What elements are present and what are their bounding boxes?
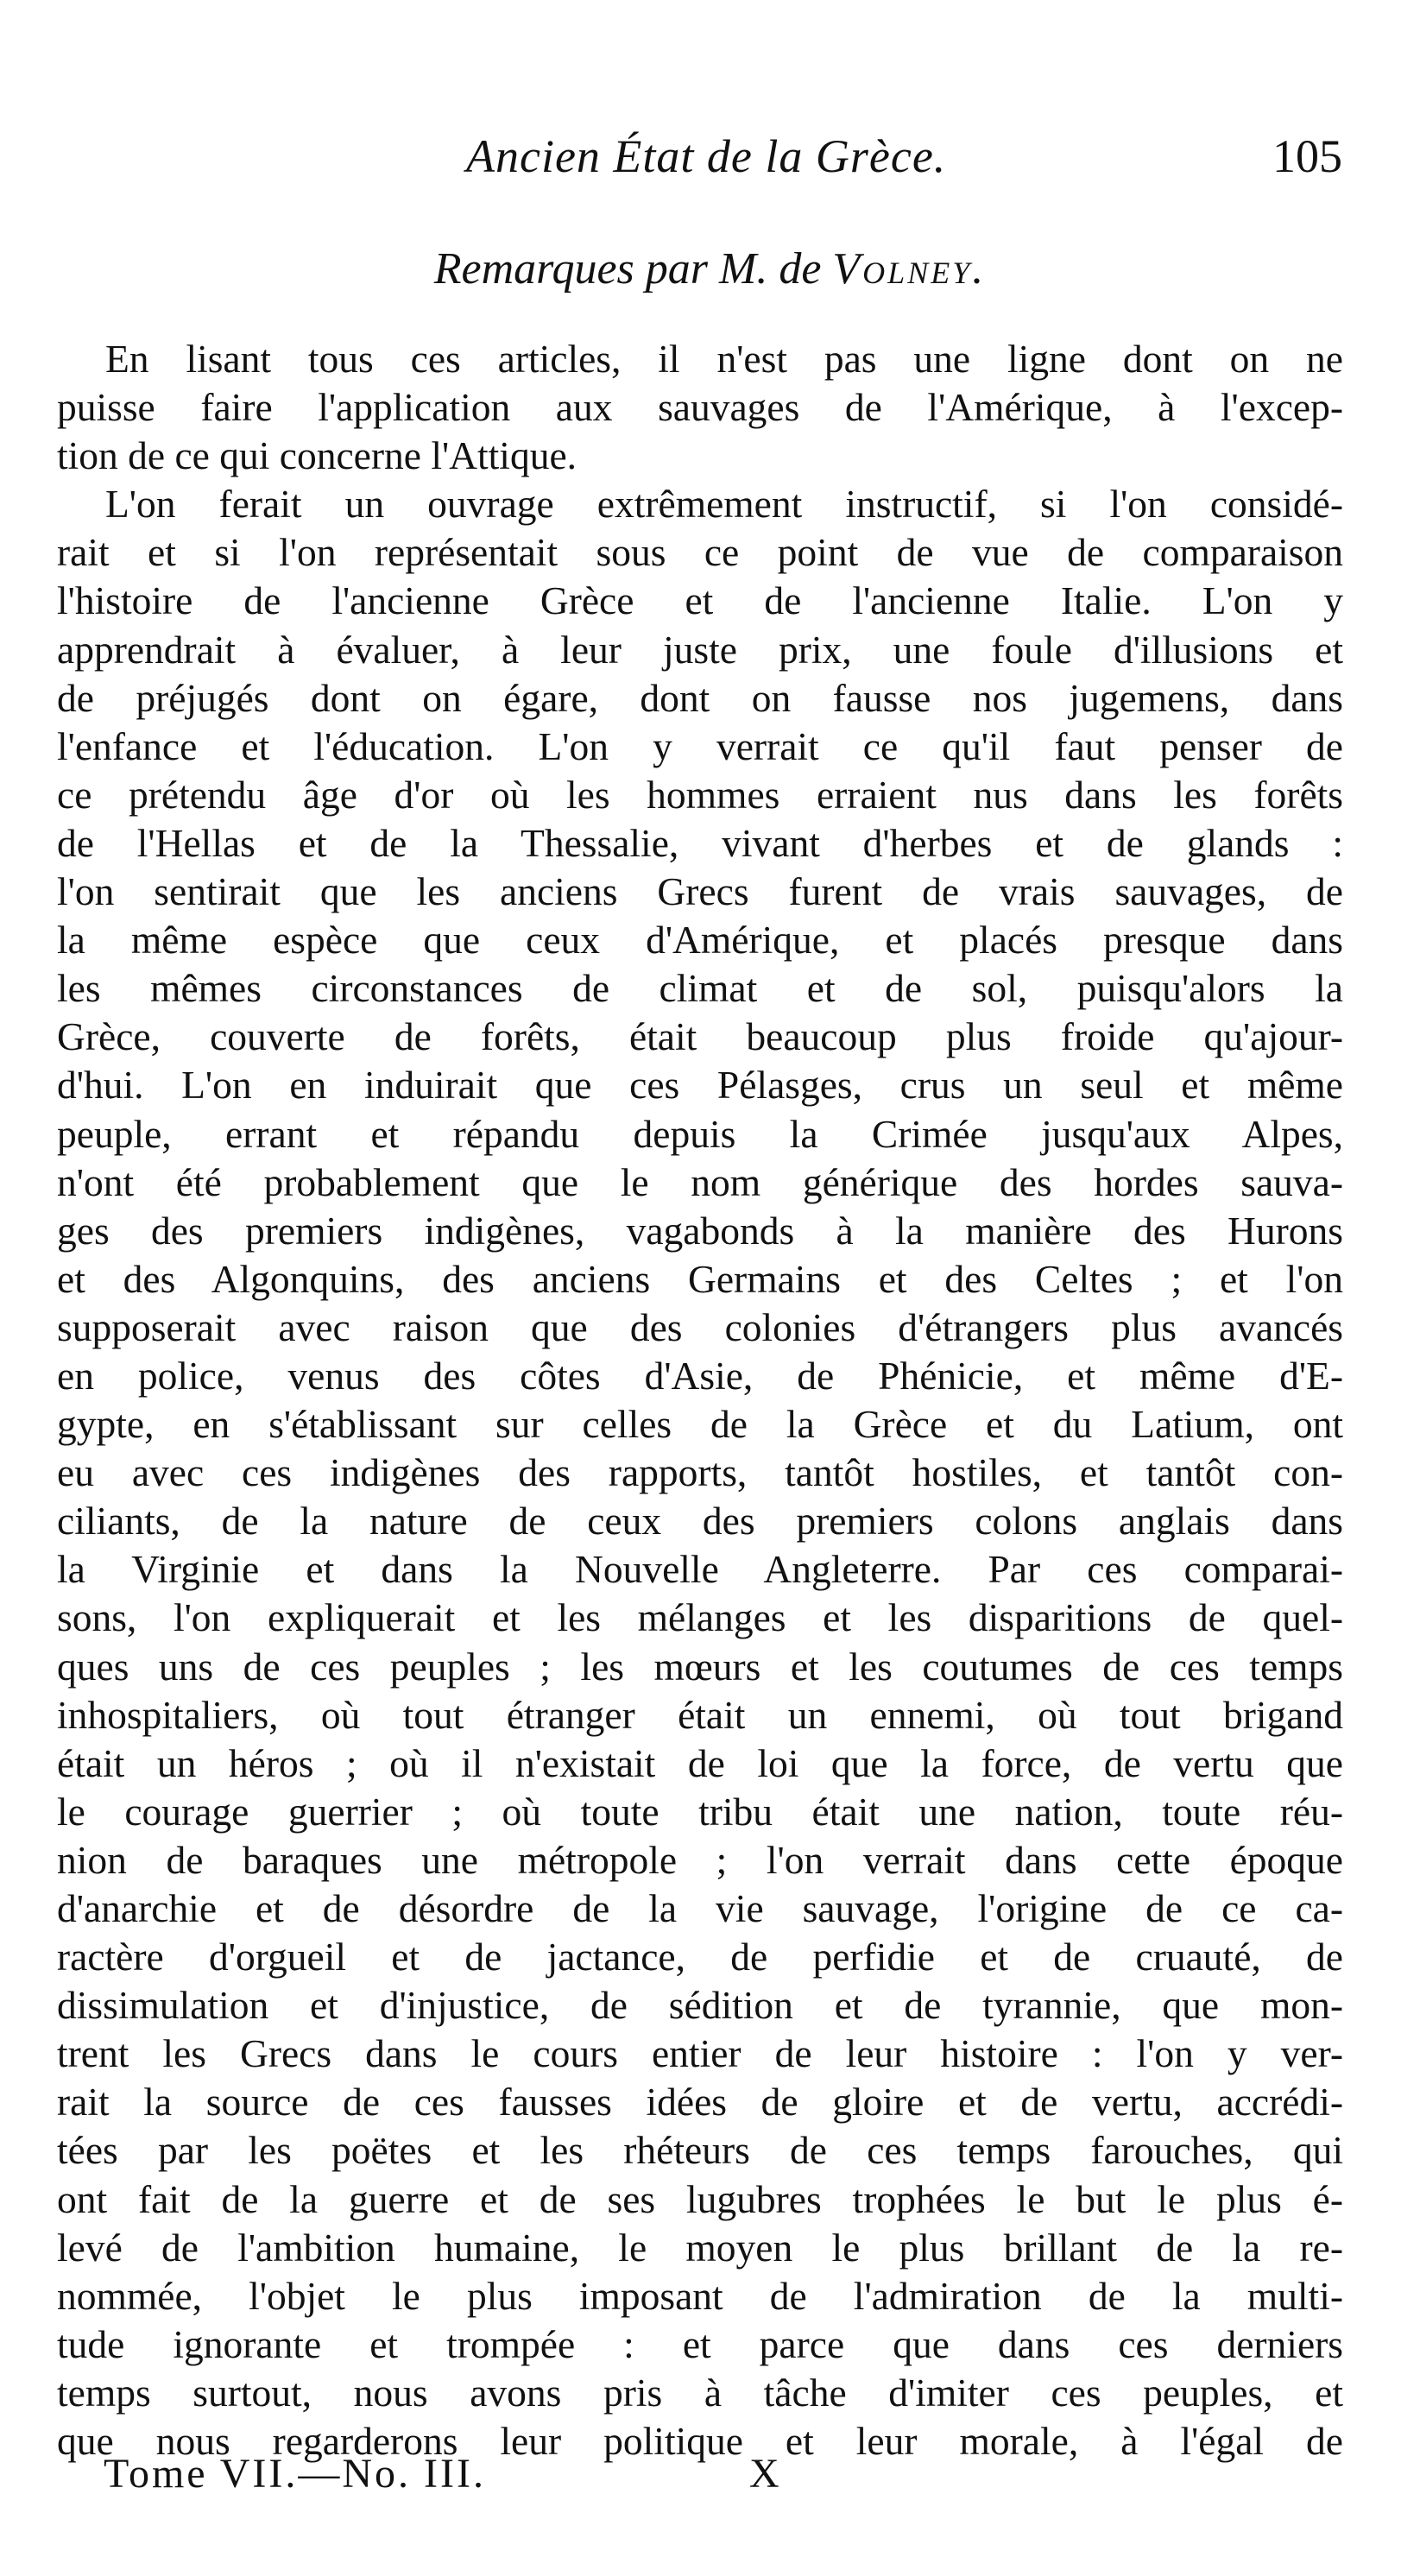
- text-line: ce prétendu âge d'or où les hommes erraient nus dans les forêts: [57, 772, 1343, 817]
- body-text: [57, 335, 1343, 2466]
- text-line: sons, l'on expliquerait et les mélanges et les disparitions de quel-: [57, 1595, 1343, 1640]
- text-line: d'anarchie et de désordre de la vie sauvage, l'origine de ce ca-: [57, 1886, 1343, 1930]
- text-line: tées par les poëtes et les rhéteurs de ces temps farouches, qui: [57, 2128, 1343, 2173]
- text-line: ractère d'orgueil et de jactance, de perfidie et de cruauté, de: [57, 1935, 1343, 1979]
- page-number: 105: [1272, 130, 1342, 182]
- text-line: gypte, en s'établissant sur celles de la Grèce et du Latium, ont: [57, 1402, 1343, 1447]
- text-line: tude ignorante et trompée : et parce que dans ces derniers: [57, 2321, 1343, 2366]
- text-line: supposerait avec raison que des colonies d'étrangers plus avancés: [57, 1304, 1343, 1349]
- text-line: Grèce, couverte de forêts, était beaucoup plus froide qu'ajour-: [57, 1014, 1343, 1059]
- section-title-text: Remarques par M. de: [433, 244, 822, 294]
- text-line: en police, venus des côtes d'Asie, de Phénicie, et même d'E-: [57, 1353, 1343, 1398]
- text-line: de l'Hellas et de la Thessalie, vivant d'herbes et de glands :: [57, 820, 1343, 865]
- text-line: dissimulation et d'injustice, de sédition et de tyrannie, que mon-: [57, 1983, 1343, 2028]
- text-line: peuple, errant et répandu depuis la Crimée jusqu'aux Alpes,: [57, 1111, 1343, 1156]
- text-line: la même espèce que ceux d'Amérique, et placés presque dans: [57, 918, 1343, 963]
- text-line: d'hui. L'on en induirait que ces Pélasges, crus un seul et même: [57, 1063, 1343, 1108]
- running-head: [0, 129, 1420, 199]
- text-line: la Virginie et dans la Nouvelle Angleterre. Par ces comparai-: [57, 1547, 1343, 1592]
- text-line: En lisant tous ces articles, il n'est pas une ligne dont on ne: [105, 337, 1343, 381]
- text-line: inhospitaliers, où tout étranger était un ennemi, où tout brigand: [57, 1692, 1343, 1737]
- running-title: Ancien État de la Grèce.: [466, 130, 947, 182]
- text-line: nommée, l'objet le plus imposant de l'admiration de la multi-: [57, 2273, 1343, 2318]
- text-line: tion de ce qui concerne l'Attique.: [57, 433, 577, 478]
- text-line: était un héros ; où il n'existait de loi que la force, de vertu que: [57, 1740, 1343, 1785]
- text-line: ont fait de la guerre et de ses lugubres trophées le but le plus é-: [57, 2176, 1343, 2221]
- text-line: de préjugés dont on égare, dont on fausse nos jugemens, dans: [57, 675, 1343, 720]
- text-line: l'on sentirait que les anciens Grecs furent de vrais sauvages, de: [57, 869, 1343, 914]
- text-line: rait la source de ces fausses idées de gloire et de vertu, accrédi-: [57, 2080, 1343, 2125]
- footer: [104, 2450, 1312, 2510]
- text-line: ques uns de ces peuples ; les mœurs et les coutumes de ces temps: [57, 1644, 1343, 1689]
- text-line: nion de baraques une métropole ; l'on verrait dans cette époque: [57, 1837, 1343, 1882]
- section-title-author: Volney.: [832, 244, 987, 294]
- signature-mark: X: [749, 2451, 779, 2497]
- text-line: rait et si l'on représentait sous ce point de vue de comparaison: [57, 530, 1343, 575]
- text-line: temps surtout, nous avons pris à tâche d'imiter ces peuples, et: [57, 2370, 1343, 2415]
- text-line: ges des premiers indigènes, vagabonds à la manière des Hurons: [57, 1208, 1343, 1253]
- text-line: levé de l'ambition humaine, le moyen le plus brillant de la re-: [57, 2225, 1343, 2270]
- text-line: trent les Grecs dans le cours entier de leur histoire : l'on y ver-: [57, 2031, 1343, 2076]
- text-line: puisse faire l'application aux sauvages de l'Amérique, à l'excep-: [57, 385, 1343, 430]
- text-line: et des Algonquins, des anciens Germains et des Celtes ; et l'on: [57, 1256, 1343, 1301]
- text-line: que nous regarderons leur politique et leur morale, à l'égal de: [57, 2419, 1343, 2464]
- text-line: l'histoire de l'ancienne Grèce et de l'ancienne Italie. L'on y: [57, 578, 1343, 623]
- text-line: apprendrait à évaluer, à leur juste prix, une foule d'illusions et: [57, 627, 1343, 672]
- text-line: L'on ferait un ouvrage extrêmement instructif, si l'on considé-: [105, 482, 1343, 527]
- text-line: n'ont été probablement que le nom générique des hordes sauva-: [57, 1159, 1343, 1204]
- text-line: eu avec ces indigènes des rapports, tantôt hostiles, et tantôt con-: [57, 1450, 1343, 1495]
- volume-signature: Tome VII.—No. III.: [104, 2451, 486, 2497]
- text-line: les mêmes circonstances de climat et de sol, puisqu'alors la: [57, 966, 1343, 1011]
- text-line: ciliants, de la nature de ceux des premiers colons anglais dans: [57, 1499, 1343, 1544]
- text-line: l'enfance et l'éducation. L'on y verrait ce qu'il faut penser de: [57, 723, 1343, 768]
- text-line: le courage guerrier ; où toute tribu était une nation, toute réu-: [57, 1789, 1343, 1834]
- section-title: [0, 243, 1420, 294]
